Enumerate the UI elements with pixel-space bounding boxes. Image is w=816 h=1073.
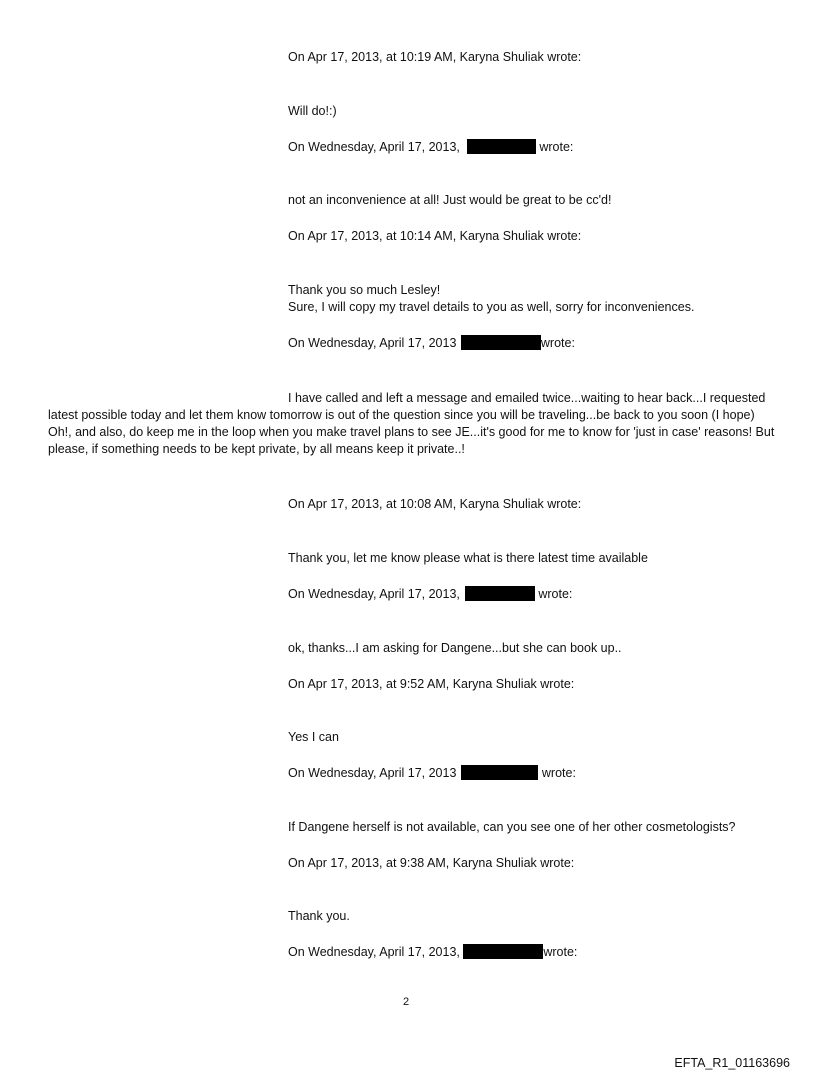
- email-header-line: On Apr 17, 2013, at 10:08 AM, Karyna Shuliak wrote:: [288, 497, 582, 511]
- redaction-box: [463, 944, 543, 959]
- message-text: Thank you so much Lesley!: [288, 283, 441, 297]
- header-text: wrote:: [541, 766, 576, 780]
- message-paragraph: I have called and left a message and emailed twice...waiting to hear back...I requested latest possible today and let them know tomorrow is out of the question since you will be traveling...be back to you soon (I hope) Oh!, and also, do keep me in the loop when you make travel plans to see JE...it's good for me to know for 'just in case' reasons! But please, if something needs to be kept private, by all means keep it private..!: [48, 391, 775, 456]
- header-text: On Wednesday, April 17, 2013: [288, 766, 457, 780]
- header-text: wrote:: [538, 587, 573, 601]
- header-text: wrote:: [539, 140, 574, 154]
- email-header-line: [288, 944, 577, 960]
- email-header-line: [288, 765, 576, 781]
- header-text: On Wednesday, April 17, 2013,: [288, 587, 460, 601]
- message-text: Thank you, let me know please what is there latest time available: [288, 551, 648, 565]
- email-header-line: [288, 335, 575, 351]
- redaction-box: [467, 139, 536, 154]
- email-header-line: On Apr 17, 2013, at 9:38 AM, Karyna Shuliak wrote:: [288, 856, 575, 870]
- message-text: Thank you.: [288, 909, 350, 923]
- redaction-box: [461, 335, 541, 350]
- email-header-line: On Apr 17, 2013, at 9:52 AM, Karyna Shuliak wrote:: [288, 677, 575, 691]
- header-text: On Wednesday, April 17, 2013,: [288, 945, 460, 959]
- header-text: On Wednesday, April 17, 2013: [288, 336, 457, 350]
- email-header-line: [288, 139, 573, 155]
- email-header-line: [288, 586, 572, 602]
- header-text: wrote:: [543, 945, 578, 959]
- document-id: EFTA_R1_01163696: [674, 1056, 790, 1070]
- message-text: If Dangene herself is not available, can you see one of her other cosmetologists?: [288, 820, 736, 834]
- header-text: On Wednesday, April 17, 2013,: [288, 140, 460, 154]
- email-header-line: On Apr 17, 2013, at 10:19 AM, Karyna Shuliak wrote:: [288, 50, 582, 64]
- message-text: Will do!:): [288, 104, 337, 118]
- message-text: ok, thanks...I am asking for Dangene...but she can book up..: [288, 641, 622, 655]
- page-number: 2: [403, 996, 410, 1008]
- email-header-line: On Apr 17, 2013, at 10:14 AM, Karyna Shuliak wrote:: [288, 229, 582, 243]
- redaction-box: [461, 765, 538, 780]
- message-text: Yes I can: [288, 730, 339, 744]
- redaction-box: [465, 586, 535, 601]
- header-text: wrote:: [540, 336, 575, 350]
- message-text: not an inconvenience at all! Just would be great to be cc'd!: [288, 193, 612, 207]
- message-text: Sure, I will copy my travel details to you as well, sorry for inconveniences.: [288, 300, 695, 314]
